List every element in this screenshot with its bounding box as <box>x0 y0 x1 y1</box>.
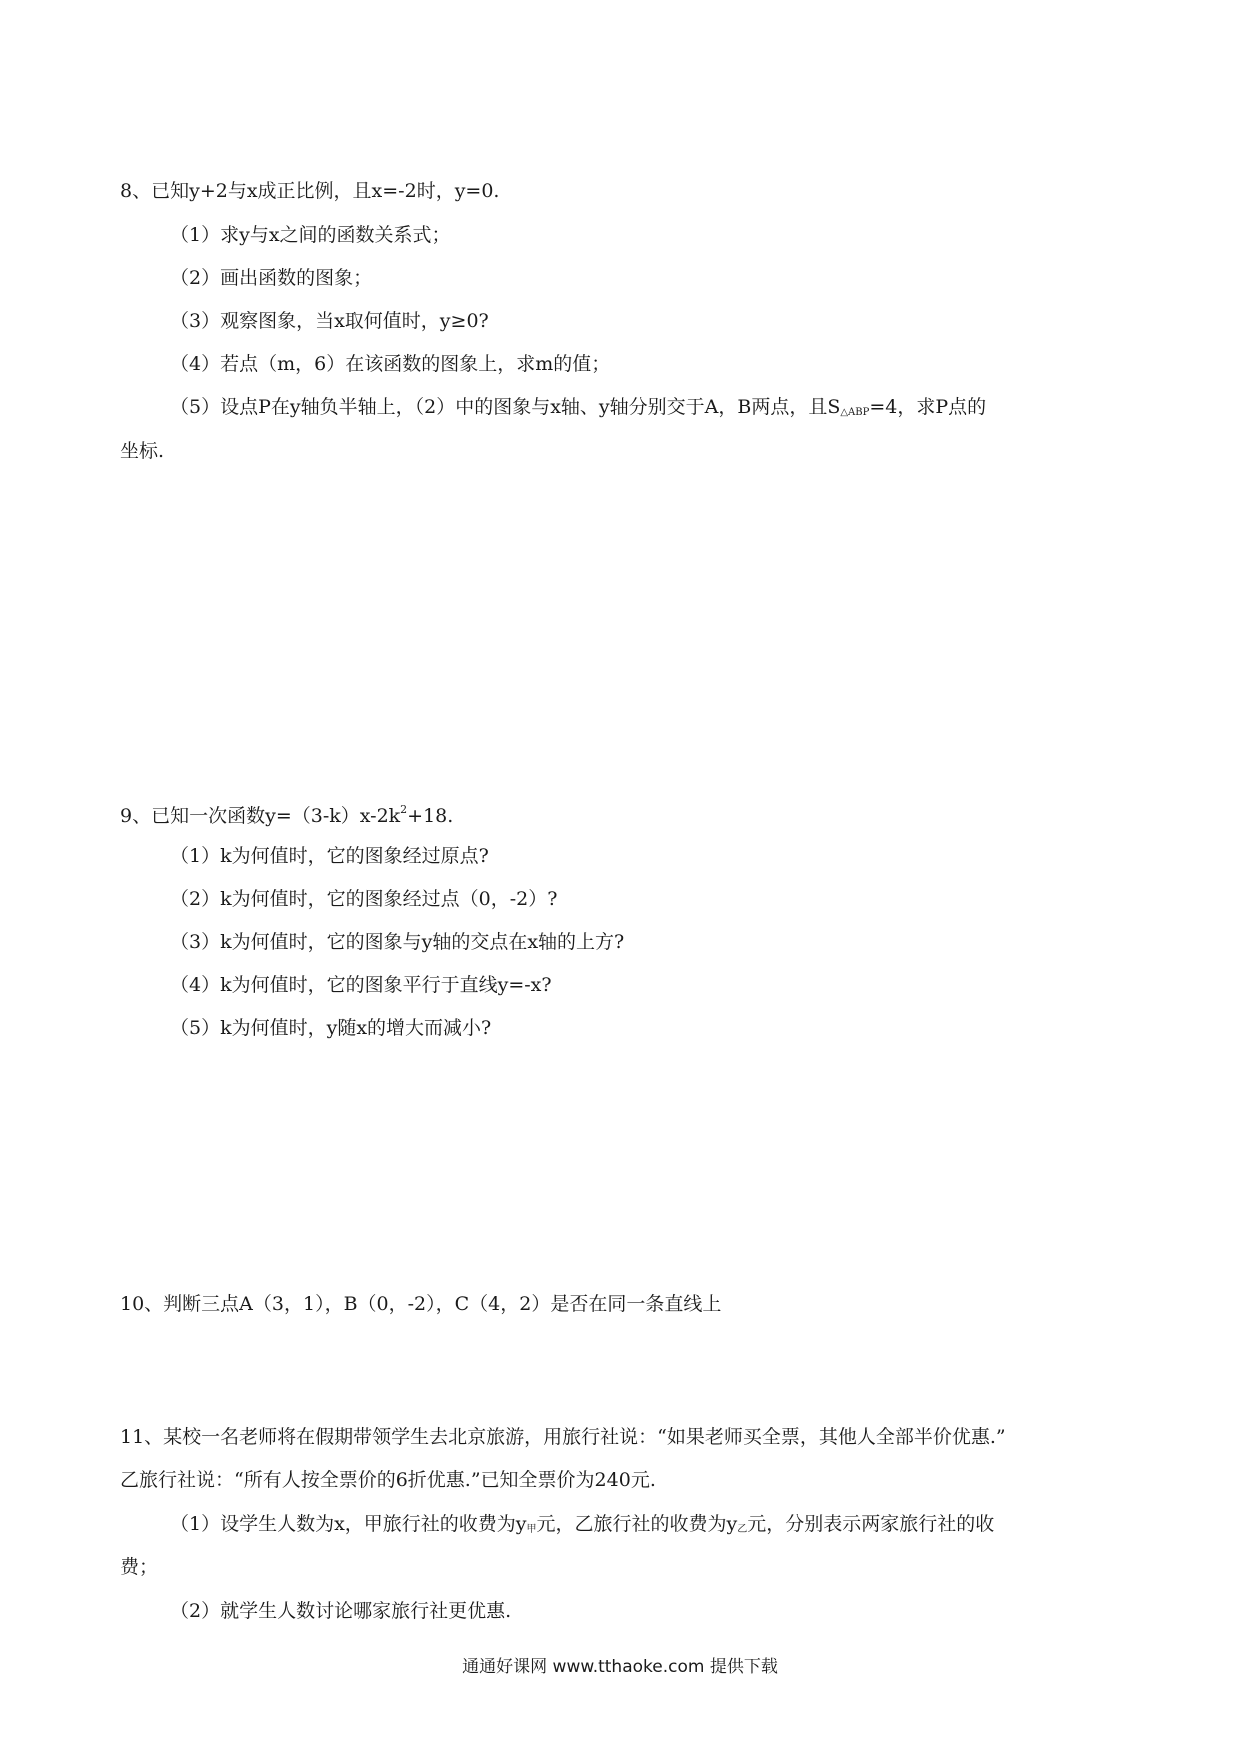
question-8-item-5-text: （5）设点P在y轴负半轴上，（2）中的图象与x轴、y轴分别交于A，B两点，且S <box>170 396 841 418</box>
question-11-item-2: （2）就学生人数讨论哪家旅行社更优惠. <box>170 1600 512 1622</box>
question-8-item-2: （2）画出函数的图象； <box>170 267 373 289</box>
question-8-item-5 <box>170 398 986 418</box>
question-8-item-4: （4）若点（m，6）在该函数的图象上，求m的值； <box>170 353 611 375</box>
subscript-yi: 乙 <box>737 1524 748 1535</box>
question-11-item-1-continued: 费； <box>120 1556 159 1578</box>
question-11-item-1-text-mid: 元，乙旅行社的收费为y <box>536 1513 738 1535</box>
question-11-item-1-text-end: 元，分别表示两家旅行社的收 <box>747 1513 995 1535</box>
question-9-item-2: （2）k为何值时，它的图象经过点（0，-2）? <box>170 888 558 910</box>
exponent: 2 <box>400 803 408 816</box>
question-11-title-continued: 乙旅行社说：“所有人按全票价的6折优惠.”已知全票价为240元. <box>120 1469 656 1491</box>
triangle-subscript: △ABP <box>840 407 870 418</box>
question-9-title-end: +18. <box>407 805 454 827</box>
question-8-item-3: （3）观察图象，当x取何值时，y≥0? <box>170 310 489 332</box>
question-8-item-5-text-end: =4，求P点的 <box>869 396 987 418</box>
question-9-title-text: 9、已知一次函数y=（3-k）x-2k <box>120 805 401 827</box>
question-10-title: 10、判断三点A（3，1），B（0，-2），C（4，2）是否在同一条直线上 <box>120 1293 722 1315</box>
question-11-item-1 <box>170 1515 994 1535</box>
subscript-jia: 甲 <box>526 1524 537 1535</box>
question-9-item-5: （5）k为何值时，y随x的增大而减小? <box>170 1017 492 1039</box>
question-8-item-1: （1）求y与x之间的函数关系式； <box>170 224 451 246</box>
question-11-title: 11、某校一名老师将在假期带领学生去北京旅游，用旅行社说：“如果老师买全票，其他人全部半价优惠.” <box>120 1426 1006 1448</box>
question-8-title: 8、已知y+2与x成正比例，且x=-2时，y=0. <box>120 180 500 202</box>
question-9-title <box>120 804 453 826</box>
page-footer: 通通好课网 www.tthaoke.com 提供下载 <box>462 1657 778 1677</box>
question-11-item-1-text: （1）设学生人数为x，甲旅行社的收费为y <box>170 1513 527 1535</box>
question-8-item-5-continued: 坐标. <box>120 440 165 462</box>
question-9-item-3: （3）k为何值时，它的图象与y轴的交点在x轴的上方? <box>170 931 625 953</box>
question-9-item-4: （4）k为何值时，它的图象平行于直线y=-x? <box>170 974 552 996</box>
question-9-item-1: （1）k为何值时，它的图象经过原点? <box>170 845 489 867</box>
